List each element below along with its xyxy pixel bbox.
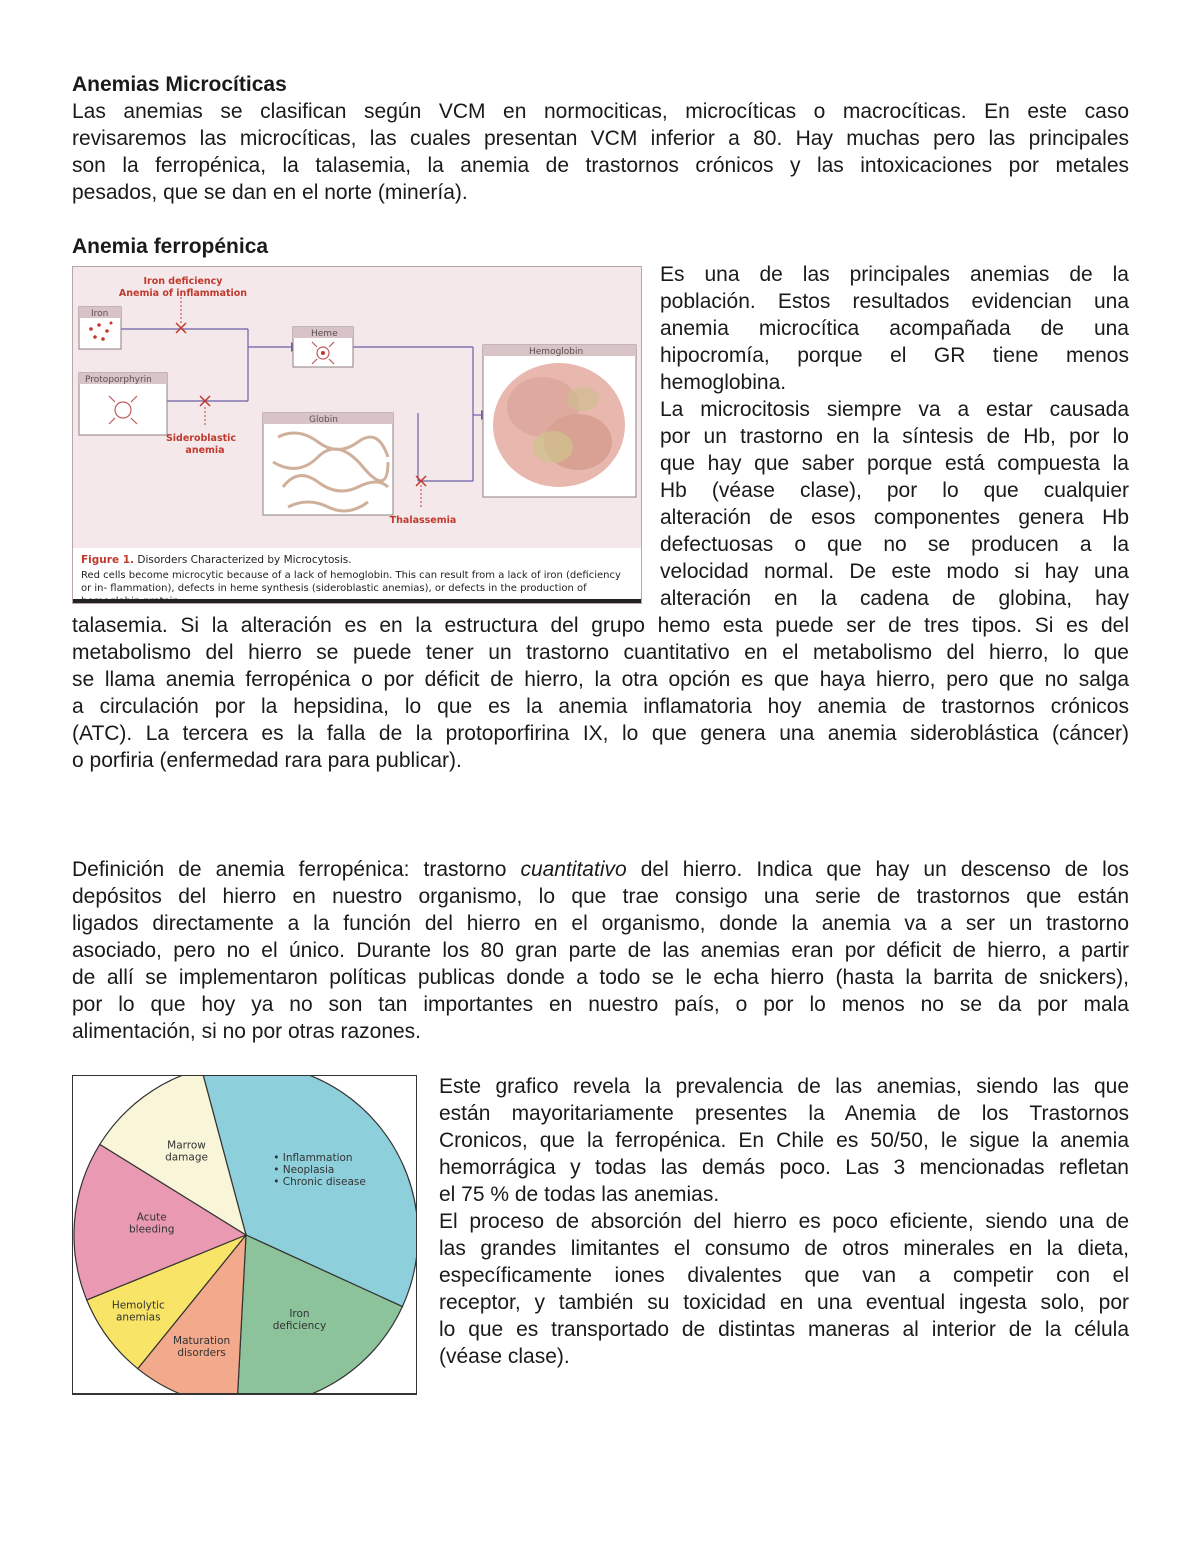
text-line: el 75 % de todas las anemias. [439, 1183, 720, 1206]
label-globin: Globin [309, 415, 338, 425]
microcytosis-pathway-diagram [73, 267, 642, 552]
pie-label-marrow [165, 1139, 208, 1163]
paragraph-chart-commentary [439, 1073, 1129, 1370]
pie-label-line: damage [165, 1151, 208, 1164]
text-line: las grandes limitantes el consumo de otros minerales en la dieta, [439, 1237, 1129, 1260]
figure-frame [72, 1075, 417, 1076]
label-hemoglobin: Hemoglobin [529, 347, 584, 357]
text-line: hipocromía, porque el GR tiene menos [660, 344, 1129, 367]
figure-microcytosis-disorders [72, 266, 642, 604]
text-line: Es una de las principales anemias de la [660, 263, 1129, 286]
caption-title [81, 554, 352, 566]
text-line: revisaremos las microcíticas, las cuales presentan VCM inferior a 80. Hay muchas pero las principales [72, 127, 1129, 150]
text-line: La microcitosis siempre va a estar causada [660, 398, 1129, 421]
paragraph-iron-deficiency-side [660, 261, 1129, 612]
text-line: de allí se implementaron políticas publicas donde a todo se le echa hierro (hasta la barrita de snickers), [72, 966, 1129, 989]
pie-label-line: Marrow [167, 1139, 206, 1152]
section-title-iron-deficiency: Anemia ferropénica [72, 235, 269, 258]
label-protoporphyrin: Protoporphyrin [85, 375, 152, 385]
text-line: asociado, pero no el único. Durante los 80 gran parte de las anemias eran por déficit de hierro, a partir [72, 939, 1129, 962]
text-line: lo que es transportado de distintas maneras al interior de la célula [439, 1318, 1129, 1341]
text-line: pesados, que se dan en el norte (minería). [72, 181, 468, 204]
text-line: alimentación, si no por otras razones. [72, 1020, 422, 1043]
pie-label-line: Hemolytic [111, 1299, 165, 1312]
text-line: velocidad normal. De este modo si hay una [660, 560, 1129, 583]
definition-text: Definición de anemia ferropénica: trastorno [72, 858, 521, 881]
figure-caption [73, 548, 642, 604]
text-line: específicamente iones divalentes que van a competir con el [439, 1264, 1129, 1287]
text-line: Hb (véase clase), por lo que cualquier [660, 479, 1129, 502]
pie-label-line: • Chronic disease [273, 1175, 366, 1188]
pie-label-line: Maturation [173, 1335, 231, 1348]
text-line: que hay que saber porque está compuesta la [660, 452, 1129, 475]
caption-body: Red cells become microcytic because of a lack of hemoglobin. This can result from a lack of iron (deficiency or in- flammation), defects in heme synthesis (sideroblastic anemias), or defects in the production of [81, 570, 621, 594]
caption-label: Figure 1. [81, 554, 135, 566]
label-heme: Heme [311, 329, 338, 339]
pie-label-line: • Neoplasia [273, 1163, 335, 1176]
figure-bottom-rule [73, 599, 642, 603]
text-line: Las anemias se clasifican según VCM en normociticas, microcíticas o macrocíticas. En este caso [72, 100, 1129, 123]
text-line: Este grafico revela la prevalencia de las anemias, siendo las que [439, 1075, 1129, 1098]
text-line: (véase clase). [439, 1345, 570, 1368]
text-line: a circulación por la hepsidina, lo que es la anemia inflamatoria hoy anemia de trastornos crónicos [72, 695, 1129, 718]
label-iron-deficiency: Iron deficiency [143, 276, 223, 287]
text-line: hemorrágica y todas las demás poco. Las 3 mencionadas refletan [439, 1156, 1129, 1179]
pie-chart [72, 1075, 417, 1395]
text-line [72, 856, 1129, 883]
text-line: se llama anemia ferropénica o por déficit de hierro, la otra opción es que haya hierro, pero que no salga [72, 668, 1129, 691]
text-line: por un trastorno en la síntesis de Hb, por lo [660, 425, 1129, 448]
text-line: metabolismo del hierro se puede tener un trastorno cuantitativo en el metabolismo del hierro, lo que [72, 641, 1129, 664]
text-line: Cronicos, que la ferropénica. En Chile es 50/50, le sigue la anemia [439, 1129, 1129, 1152]
pie-label-line: anemias [115, 1311, 161, 1324]
figure-frame [416, 1075, 417, 1395]
figure-anemia-prevalence-pie [72, 1075, 417, 1395]
text-line: depósitos del hierro en nuestro organismo, lo que trae consigo una serie de trastornos que están [72, 885, 1129, 908]
text-line: están mayoritariamente presentes la Anemia de los Trastornos [439, 1102, 1129, 1125]
caption-title-text: Disorders Characterized by Microcytosis. [137, 554, 352, 566]
pie-label-line: • Inflammation [273, 1151, 353, 1164]
definition-emphasis: cuantitativo [520, 858, 627, 881]
text-line: ligados directamente a la función del hierro en el organismo, donde la anemia va a ser un trastorno [72, 912, 1129, 935]
label-anemia: anemia [185, 445, 225, 456]
text-line: El proceso de absorción del hierro es poco eficiente, siendo una de [439, 1210, 1129, 1233]
text-line: defectuosas o que no se producen a la [660, 533, 1129, 556]
pie-label-line: Iron [289, 1307, 310, 1320]
paragraph-intro [72, 98, 1129, 206]
pie-label-hemolytic [112, 1299, 165, 1323]
paragraph-iron-deficiency-full [72, 612, 1129, 774]
text-line: alteración de esos componentes genera Hb [660, 506, 1129, 529]
text-line: anemia microcítica acompañada de una [660, 317, 1129, 340]
text-line: talasemia. Si la alteración es en la estructura del grupo hemo esta puede ser de tres tipos. Si es del [72, 614, 1129, 637]
text-line: por lo que hoy ya no son tan importantes en nuestro país, o por lo menos no se da por mala [72, 993, 1129, 1016]
figure-frame [72, 1393, 417, 1395]
text-line: hemoglobina. [660, 371, 787, 394]
label-sideroblastic: Sideroblastic [165, 433, 237, 444]
label-iron: Iron [91, 309, 109, 319]
figure-frame [72, 1075, 73, 1395]
text-line: población. Estos resultados evidencian una [660, 290, 1129, 313]
text-line: son la ferropénica, la talasemia, la anemia de trastornos crónicos y las intoxicaciones por metales [72, 154, 1129, 177]
section-title-microcytic: Anemias Microcíticas [72, 73, 287, 96]
pie-label-line: bleeding [129, 1223, 175, 1236]
label-thalassemia: Thalassemia [389, 515, 457, 526]
text-line: receptor, y también su toxicidad en una eventual ingesta solo, por [439, 1291, 1129, 1314]
label-anemia-of-inflammation: Anemia of inflammation [118, 288, 248, 299]
pie-label-line: Acute [136, 1211, 167, 1224]
pie-label-maturation [173, 1335, 230, 1359]
definition-text: del hierro. Indica que hay un descenso de los [626, 858, 1129, 881]
pie-label-line: deficiency [272, 1319, 327, 1332]
text-line: (ATC). La tercera es la falla de la protoporfirina IX, lo que genera una anemia sideroblástica (cáncer) [72, 722, 1129, 745]
paragraph-definition [72, 856, 1129, 1045]
pie-label-line: disorders [177, 1347, 226, 1360]
text-line: o porfiria (enfermedad rara para publicar). [72, 749, 462, 772]
text-line: alteración en la cadena de globina, hay [660, 587, 1129, 610]
